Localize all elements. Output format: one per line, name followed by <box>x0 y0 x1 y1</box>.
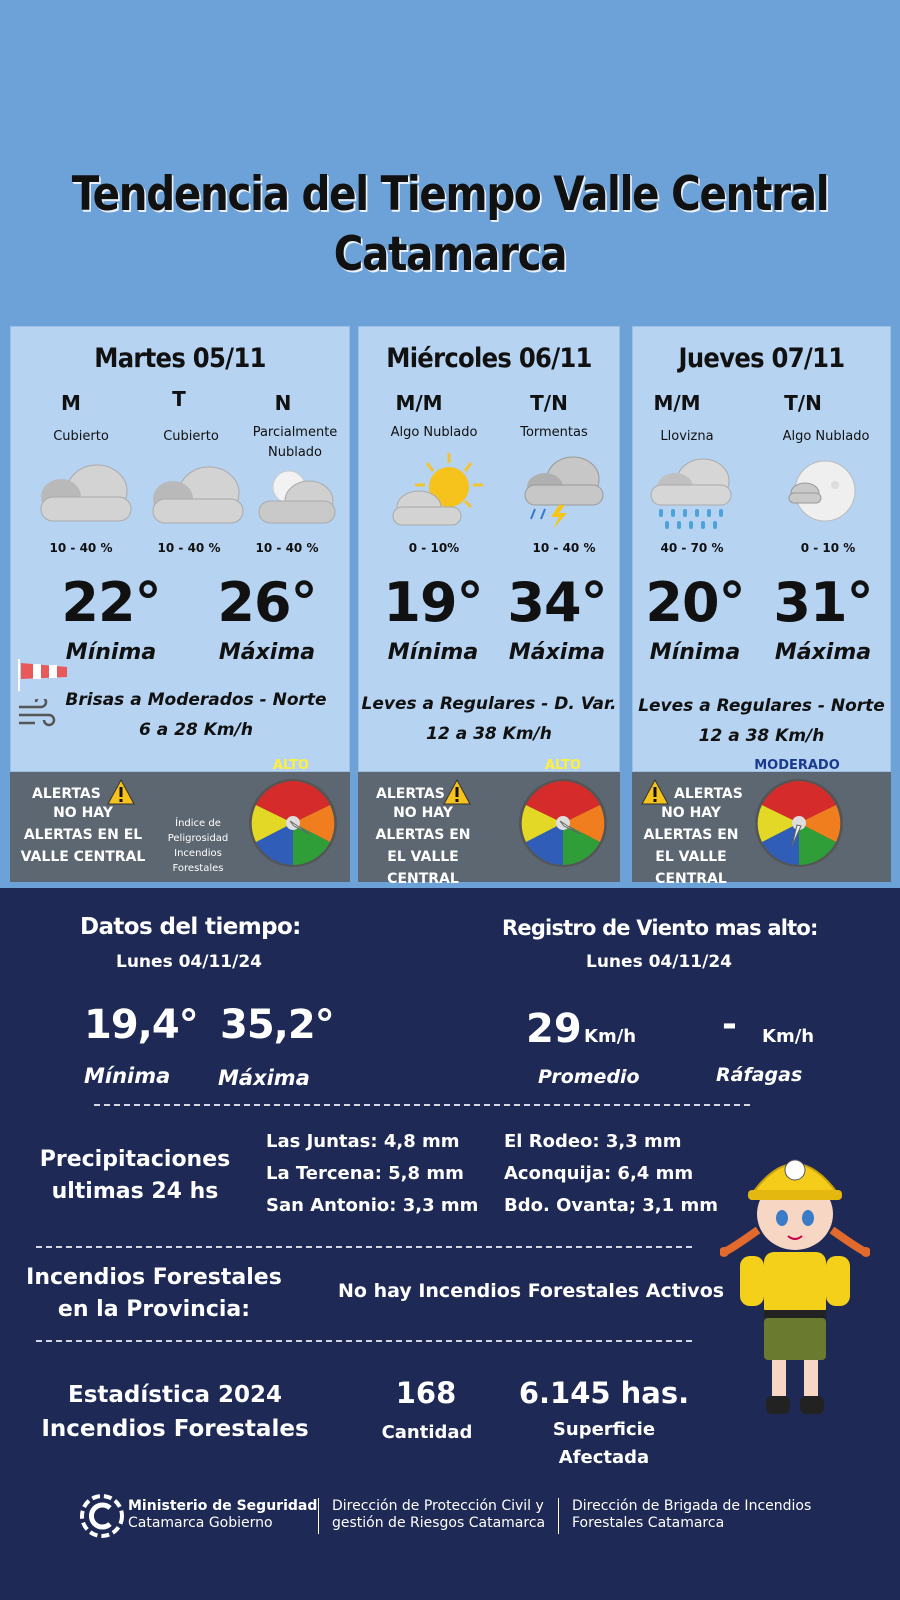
day-title: Miércoles 06/11 <box>386 343 592 374</box>
dir1-line-2: gestión de Riesgos Catamarca <box>332 1515 546 1531</box>
precip-title <box>30 1144 240 1208</box>
page-title <box>63 165 837 285</box>
drizzle-icon <box>647 455 737 537</box>
alert-message: NO HAY ALERTAS EN EL VALLE CENTRAL <box>20 805 146 865</box>
burned-area: 6.145 has. <box>518 1376 690 1410</box>
alerts-label: ALERTAS <box>674 786 743 802</box>
wind-average-unit: Km/h <box>584 1026 637 1047</box>
max-label: Máxima <box>508 640 606 665</box>
precip-title-line-2: ultimas 24 hs <box>51 1179 219 1204</box>
alert-message: NO HAY ALERTAS EN EL VALLE CENTRAL <box>643 805 739 887</box>
period-label: M <box>61 391 81 415</box>
wind-gust-label: Ráfagas <box>716 1064 803 1086</box>
fires-title <box>24 1262 284 1326</box>
precip-probability: 10 - 40 % <box>157 541 221 555</box>
recorded-max-temp: 35,2° <box>220 1002 334 1048</box>
ministry-name <box>128 1498 317 1532</box>
wind-speed-range: Brisas a Moderados - Norte <box>65 690 327 710</box>
danger-gauge <box>518 778 608 868</box>
period-label: N <box>274 391 292 415</box>
fires-title-line-2: en la Provincia: <box>57 1297 251 1322</box>
danger-level: MODERADO <box>754 758 840 773</box>
wind-record-title: Registro de Viento mas alto: <box>502 916 818 940</box>
min-label: Mínima <box>649 640 741 665</box>
title-line-2: Catamarca <box>333 227 567 282</box>
period-label: M/M <box>653 391 701 415</box>
wind-average-label: Promedio <box>538 1066 640 1088</box>
alert-panel <box>358 758 620 887</box>
min-label: Mínima <box>387 640 479 665</box>
storm-icon <box>519 453 609 529</box>
precip-station: San Antonio: 3,3 mm <box>266 1195 479 1216</box>
weather-data-title: Datos del tiempo: <box>80 914 301 940</box>
day-title: Martes 05/11 <box>94 343 266 374</box>
precip-probability: 40 - 70 % <box>660 541 724 555</box>
sun-cloud-icon <box>389 451 489 533</box>
wind-speed-range: Leves a Regulares - Norte <box>638 696 885 716</box>
condition-text: Llovizna <box>660 429 714 444</box>
dir2-line-2: Forestales Catamarca <box>572 1515 725 1531</box>
area-label-line-2: Afectada <box>558 1447 650 1468</box>
footer-divider <box>318 1498 319 1534</box>
wind-speed: 12 a 38 Km/h <box>698 726 825 746</box>
precip-probability: 10 - 40 % <box>49 541 113 555</box>
wind-info <box>633 691 890 751</box>
divider <box>36 1246 692 1248</box>
civil-protection-name <box>332 1498 545 1532</box>
min-temp: 22° <box>61 571 161 634</box>
danger-gauge <box>754 778 844 868</box>
condition-text: Algo Nublado <box>782 429 870 444</box>
precip-station: La Tercena: 5,8 mm <box>266 1163 464 1184</box>
condition-text: Cubierto <box>53 429 109 444</box>
alert-message: NO HAY ALERTAS EN EL VALLE CENTRAL <box>375 805 471 887</box>
max-label: Máxima <box>218 1066 310 1090</box>
precip-station: El Rodeo: 3,3 mm <box>504 1131 682 1152</box>
dir1-line-1: Dirección de Protección Civil y <box>332 1498 544 1514</box>
precip-station: Bdo. Ovanta; 3,1 mm <box>504 1195 718 1216</box>
precip-list-1 <box>266 1126 478 1222</box>
wind-average-value: 29 <box>526 1006 582 1052</box>
precip-station: Las Juntas: 4,8 mm <box>266 1131 460 1152</box>
max-label: Máxima <box>774 640 872 665</box>
wind-speed-range: Leves a Regulares - D. Var. <box>361 694 617 714</box>
min-temp: 19° <box>383 571 483 634</box>
wind-speed: 6 a 28 Km/h <box>139 720 253 740</box>
precip-title-line-1: Precipitaciones <box>39 1147 231 1172</box>
danger-index-label: Índice de Peligrosidad Incendios Forestales <box>167 818 229 874</box>
period-label: T/N <box>784 391 822 415</box>
day-title: Jueves 07/11 <box>678 343 845 374</box>
max-temp: 26° <box>217 571 317 634</box>
precip-probability: 0 - 10% <box>408 541 460 555</box>
wind-speed: 12 a 38 Km/h <box>426 724 552 744</box>
min-label: Mínima <box>65 640 157 665</box>
wind-info <box>359 689 619 749</box>
fire-count-label: Cantidad <box>381 1422 473 1443</box>
danger-level: ALTO <box>544 758 582 773</box>
period-label: T <box>172 387 186 411</box>
ministry-line-1: Ministerio de Seguridad <box>128 1498 318 1514</box>
burned-area-label <box>534 1416 674 1472</box>
fires-title-line-1: Incendios Forestales <box>26 1265 282 1290</box>
wind-gust-unit: Km/h <box>762 1026 815 1047</box>
ministry-logo-icon <box>78 1492 126 1540</box>
moon-cloud-icon <box>249 457 344 527</box>
stats-title-line-1: Estadística 2024 <box>67 1382 282 1408</box>
weather-data-date: Lunes 04/11/24 <box>116 952 262 972</box>
condition-text: Tormentas <box>520 425 588 440</box>
max-label: Máxima <box>218 640 316 665</box>
max-temp: 34° <box>507 571 607 634</box>
wind-gust-value: - <box>722 1004 737 1045</box>
day-card-tuesday <box>10 326 350 772</box>
precip-probability: 0 - 10 % <box>800 541 856 555</box>
wind-record-date: Lunes 04/11/24 <box>586 952 732 972</box>
day-card-thursday <box>632 326 891 772</box>
cloud-icon <box>27 455 137 525</box>
period-label: T/N <box>530 391 568 415</box>
wind-info <box>51 685 341 745</box>
title-line-1: Tendencia del Tiempo Valle Central <box>71 167 829 222</box>
condition-text: Algo Nublado <box>390 425 478 440</box>
day-card-wednesday <box>358 326 620 772</box>
condition-text: Parcialmente Nublado <box>252 425 338 460</box>
alert-panel <box>10 758 350 882</box>
min-temp: 20° <box>645 571 745 634</box>
stats-title-line-2: Incendios Forestales <box>41 1416 309 1442</box>
precip-probability: 10 - 40 % <box>532 541 596 555</box>
ministry-line-2: Catamarca Gobierno <box>128 1515 273 1531</box>
divider <box>94 1104 750 1106</box>
alerts-label: ALERTAS <box>32 786 101 802</box>
stats-title <box>40 1378 310 1446</box>
danger-gauge <box>248 778 338 868</box>
area-label-line-1: Superficie <box>552 1419 656 1440</box>
fires-status: No hay Incendios Forestales Activos <box>338 1280 725 1302</box>
alert-panel <box>632 758 891 887</box>
danger-level: ALTO <box>272 758 310 773</box>
precip-station: Aconquija: 6,4 mm <box>504 1163 694 1184</box>
brigade-mascot-image <box>720 1140 870 1440</box>
footer-divider <box>558 1498 559 1534</box>
condition-text: Cubierto <box>163 429 219 444</box>
alerts-label: ALERTAS <box>376 786 445 802</box>
moon-cloud-icon <box>783 457 863 529</box>
fire-count: 168 <box>395 1376 457 1410</box>
period-label: M/M <box>395 391 443 415</box>
dir2-line-1: Dirección de Brigada de Incendios <box>572 1498 812 1514</box>
min-label: Mínima <box>84 1064 171 1088</box>
fire-brigade-name <box>572 1498 811 1532</box>
max-temp: 31° <box>773 571 873 634</box>
precip-list-2 <box>504 1126 718 1222</box>
cloud-icon <box>139 457 249 527</box>
divider <box>36 1340 692 1342</box>
precip-probability: 10 - 40 % <box>255 541 319 555</box>
recorded-min-temp: 19,4° <box>84 1002 198 1048</box>
